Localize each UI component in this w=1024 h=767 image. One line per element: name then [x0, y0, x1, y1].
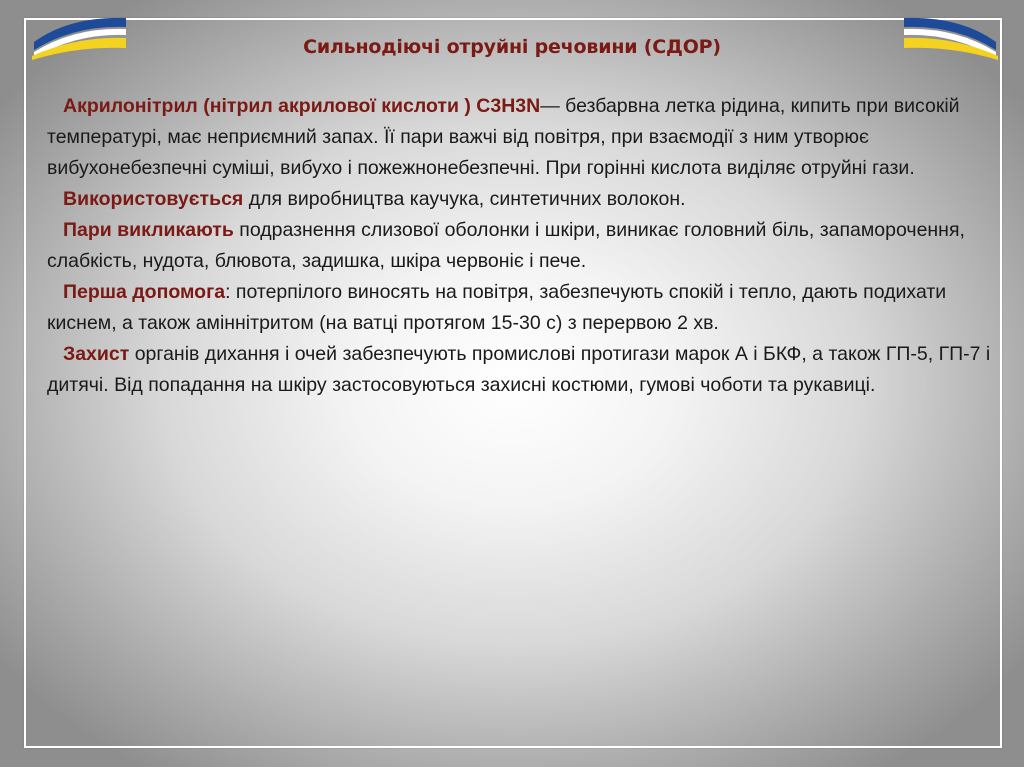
- paragraph-lead: Акрилонітрил (нітрил акрилової кислоти ) С3Н3N: [63, 95, 541, 117]
- paragraph-acrylonitrile: [47, 91, 997, 184]
- paragraph-lead: Пари викликають: [63, 219, 234, 241]
- paragraph-symptoms: [47, 215, 997, 277]
- paragraph-text: для виробництва каучука, синтетичних волокон.: [243, 188, 686, 210]
- paragraph-protection: [47, 339, 997, 401]
- paragraph-first-aid: [47, 277, 997, 339]
- paragraph-text: — безбарвна летка рідина, кипить при високій температурі, має неприємний запах. Її пари важчі від повітря, при взаємодії з ним утворює вибухонебезпечні суміші, вибухо і пожежнонебезпечні. При горінні кислота виділяє отруйні гази.: [47, 95, 960, 179]
- paragraph-usage: [47, 184, 997, 215]
- paragraph-lead: Використовується: [63, 188, 244, 210]
- paragraph-text: подразнення слизової оболонки і шкіри, виникає головний біль, запаморочення, слабкість, нудота, блювота, задишка, шкіра червоніє і пече.: [47, 219, 965, 272]
- slide-body: [47, 91, 997, 401]
- paragraph-text: : потерпілого виносять на повітря, забезпечують спокій і тепло, дають подихати киснем, а також аміннітритом (на ватці протягом 15-30 с) з перервою 2 хв.: [47, 281, 947, 334]
- slide-title: Сильнодіючі отруйні речовини (СДОР): [303, 36, 721, 58]
- paragraph-text: органів дихання і очей забезпечують промислові протигази марок А і БКФ, а також ГП-5, ГП-7 і дитячі. Від попадання на шкіру застосовуються захисні костюми, гумові чоботи та рукавиці.: [47, 343, 991, 396]
- paragraph-lead: Перша допомога: [63, 281, 226, 303]
- paragraph-lead: Захист: [63, 343, 130, 365]
